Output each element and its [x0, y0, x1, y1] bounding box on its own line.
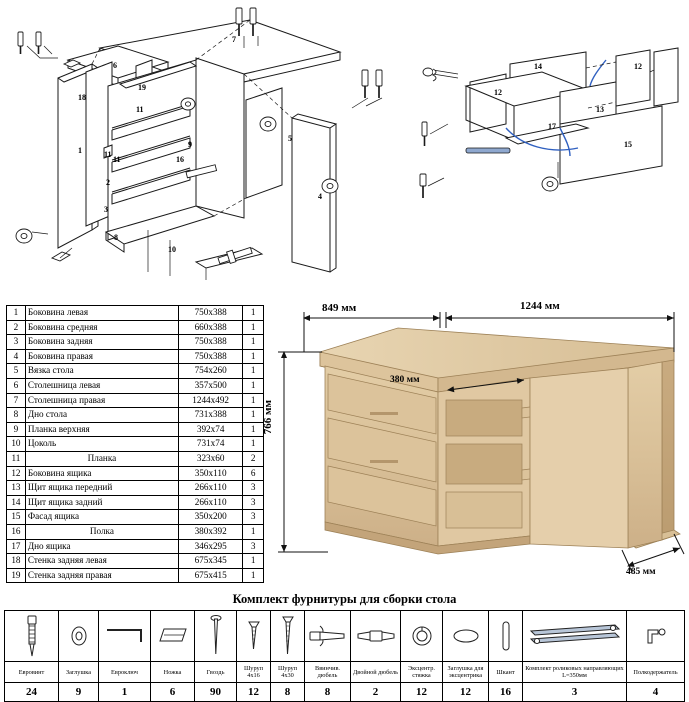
- callout-3: 3: [104, 205, 108, 214]
- kit-name: Шуруп 4х16: [237, 662, 271, 683]
- kit-name: Полкодержатель: [627, 662, 685, 683]
- kit-name: Евроключ: [99, 662, 151, 683]
- screw-4x30-icon: [281, 614, 295, 658]
- kit-title: Комплект фурнитуры для сборки стола: [232, 592, 457, 606]
- kit-name: Шуруп 4х30: [271, 662, 305, 683]
- callout-2: 2: [106, 178, 110, 187]
- callout-6: 6: [113, 61, 117, 70]
- table-row: 3 Боковина задняя 750х388 1: [7, 335, 264, 350]
- hardware-kit-table: [4, 610, 685, 702]
- table-row: 2 Боковина средняя 660х388 1: [7, 320, 264, 335]
- dim-label-485: 485 мм: [626, 567, 656, 577]
- parts-table: [6, 305, 264, 583]
- dim-label-766: 766 мм: [262, 400, 274, 435]
- kit-icon-cell: [195, 611, 237, 662]
- callout-16: 16: [176, 155, 184, 164]
- kit-name: Евровинт: [5, 662, 59, 683]
- callout-5: 5: [288, 134, 292, 143]
- shelf-holder-icon: [644, 624, 668, 648]
- kit-count: 12: [443, 683, 489, 702]
- dimension-arrows: [262, 298, 687, 588]
- table-row: 8 Дно стола 731х388 1: [7, 408, 264, 423]
- callout-11: 11: [104, 150, 112, 159]
- table-row: 11 Планка 323х60 2: [7, 451, 264, 466]
- kit-name: Заглушка для эксцентрика: [443, 662, 489, 683]
- callout-4: 4: [318, 192, 322, 201]
- callout-13: 13: [596, 105, 604, 114]
- euro-key-icon: [103, 624, 147, 648]
- parts-table-body: [7, 306, 264, 583]
- kit-count: 8: [271, 683, 305, 702]
- cabinet-exploded-diagram: [0, 0, 400, 300]
- kit-count: 4: [627, 683, 685, 702]
- table-row: 5 Вязка стола 754х260 1: [7, 364, 264, 379]
- table-row: 9 Планка верхняя 392х74 1: [7, 422, 264, 437]
- callout-10: 10: [168, 245, 176, 254]
- kit-count: 1: [99, 683, 151, 702]
- kit-icon-cell: [351, 611, 401, 662]
- kit-count: 2: [351, 683, 401, 702]
- table-row: 1 Боковина левая 750x388 1: [7, 306, 264, 321]
- table-row: 16 Полка 380х392 1: [7, 524, 264, 539]
- kit-count: 90: [195, 683, 237, 702]
- dim-label-1244: 1244 мм: [520, 300, 560, 312]
- double-dowel-icon: [354, 627, 398, 645]
- kit-count: 12: [401, 683, 443, 702]
- callout-19: 19: [138, 83, 146, 92]
- kit-count: 8: [305, 683, 351, 702]
- callout-17: 17: [548, 122, 556, 131]
- table-row: 19 Стенка задняя правая 675х415 1: [7, 568, 264, 583]
- eccentric-cap-icon: [451, 627, 481, 645]
- kit-icon-cell: [59, 611, 99, 662]
- callout-12b: 12: [634, 62, 642, 71]
- callout-11b: 11: [136, 105, 144, 114]
- table-row: 15 Фасад ящика 350х200 3: [7, 510, 264, 525]
- leg-icon: [156, 625, 190, 647]
- kit-count: 6: [151, 683, 195, 702]
- kit-icon-cell: [523, 611, 627, 662]
- kit-count: 24: [5, 683, 59, 702]
- callout-9: 9: [188, 140, 192, 149]
- table-row: 14 Щит ящика задний 266х110 3: [7, 495, 264, 510]
- screw-4x16-icon: [247, 619, 261, 653]
- kit-name: Ввинчив. дюбель: [305, 662, 351, 683]
- cap-icon: [66, 625, 92, 647]
- kit-count: 12: [237, 683, 271, 702]
- dowel-wood-icon: [500, 619, 512, 653]
- callout-18: 18: [78, 93, 86, 102]
- kit-name: Комплект роликовых направляющих L=350мм: [523, 662, 627, 683]
- kit-name: Заглушка: [59, 662, 99, 683]
- dowel-screw-icon: [308, 626, 348, 646]
- rail-set-icon: [527, 621, 623, 651]
- kit-icon-cell: [627, 611, 685, 662]
- callout-11c: 11: [113, 155, 121, 164]
- kit-count: 3: [523, 683, 627, 702]
- table-row: 13 Щит ящика передний 266х110 3: [7, 481, 264, 496]
- kit-icon-cell: [271, 611, 305, 662]
- kit-icon-cell: [305, 611, 351, 662]
- callout-7: 7: [232, 35, 236, 44]
- kit-icon-cell: [401, 611, 443, 662]
- kit-icon-cell: [99, 611, 151, 662]
- kit-icon-cell: [489, 611, 523, 662]
- kit-name: Ножка: [151, 662, 195, 683]
- kit-name: Гвоздь: [195, 662, 237, 683]
- kit-icon-cell: [151, 611, 195, 662]
- table-row: 7 Столешница правая 1244х492 1: [7, 393, 264, 408]
- dim-label-849: 849 мм: [322, 302, 357, 314]
- callout-12a: 12: [494, 88, 502, 97]
- callout-1: 1: [78, 146, 82, 155]
- callout-15: 15: [624, 140, 632, 149]
- callout-14: 14: [534, 62, 542, 71]
- eccentric-icon: [409, 623, 435, 649]
- table-row: 4 Боковина правая 750х388 1: [7, 349, 264, 364]
- kit-icon-cell: [443, 611, 489, 662]
- kit-name: Двойной дюбель: [351, 662, 401, 683]
- kit-name: Шкант: [489, 662, 523, 683]
- table-row: 10 Цоколь 731х74 1: [7, 437, 264, 452]
- kit-count: 16: [489, 683, 523, 702]
- table-row: 17 Дно ящика 346х295 3: [7, 539, 264, 554]
- nail-icon: [209, 614, 223, 658]
- table-row: 18 Стенка задняя левая 675х345 1: [7, 554, 264, 569]
- callout-8: 8: [114, 233, 118, 242]
- kit-count: 9: [59, 683, 99, 702]
- kit-name: Эксцентр. стяжка: [401, 662, 443, 683]
- kit-icon-cell: [5, 611, 59, 662]
- table-row: 6 Столешница левая 357х500 1: [7, 378, 264, 393]
- table-row: 12 Боковина ящика 350х110 6: [7, 466, 264, 481]
- euro-screw-icon: [21, 614, 43, 658]
- dim-label-380: 380 мм: [390, 375, 420, 385]
- kit-icon-cell: [237, 611, 271, 662]
